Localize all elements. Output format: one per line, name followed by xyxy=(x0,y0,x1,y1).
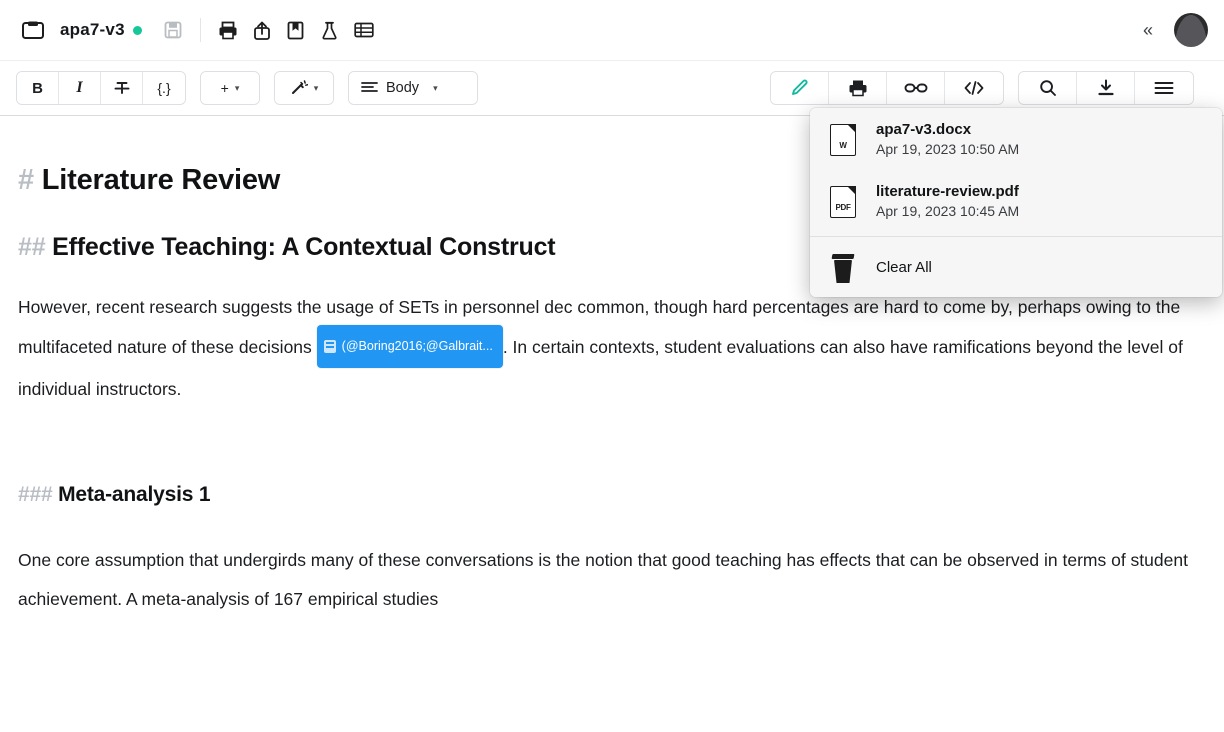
export-file-timestamp: Apr 19, 2023 10:45 AM xyxy=(876,203,1020,219)
word-file-tag: W xyxy=(839,141,847,150)
print-icon[interactable] xyxy=(211,13,245,47)
clear-all-label: Clear All xyxy=(876,258,932,276)
code-block-button[interactable]: {.} xyxy=(143,72,185,104)
insert-group xyxy=(200,71,260,105)
paragraph-1-part-a: However, recent research suggests the usage of SETs in personnel dec xyxy=(18,297,573,317)
word-file-icon xyxy=(828,122,858,156)
paragraph-style-label: Body xyxy=(386,80,420,96)
share-icon[interactable] xyxy=(245,13,279,47)
italic-button[interactable]: I xyxy=(59,72,101,104)
synced-status-dot xyxy=(133,26,142,35)
heading-2-mark: ## xyxy=(18,233,46,261)
heading-3-mark: ### xyxy=(18,483,53,506)
archive-box-icon[interactable] xyxy=(16,13,50,47)
export-files-popover xyxy=(810,108,1222,297)
download-button[interactable] xyxy=(1077,72,1135,104)
paragraph-style-group xyxy=(348,71,478,105)
pdf-file-icon xyxy=(828,184,858,218)
heading-1-mark: # xyxy=(18,164,34,196)
bold-button[interactable]: B xyxy=(17,72,59,104)
export-button[interactable] xyxy=(829,72,887,104)
toolbar-divider xyxy=(200,18,201,42)
heading-3[interactable] xyxy=(18,483,1206,507)
bookmark-icon[interactable] xyxy=(279,13,313,47)
trash-icon xyxy=(828,250,858,284)
chevron-down-icon: ▾ xyxy=(234,82,240,93)
heading-1-text: Literature Review xyxy=(41,164,281,196)
insert-label: + xyxy=(220,80,229,96)
tools-group xyxy=(770,71,1004,105)
paragraph-2[interactable]: One core assumption that undergirds many of these conversations is the notion that good teaching has effects that can be observed in terms of student achievement. A meta-analysis of 167 empirical studies xyxy=(18,550,1188,609)
save-version-icon[interactable] xyxy=(156,13,190,47)
pdf-file-tag: PDF xyxy=(835,203,851,212)
strikethrough-button[interactable] xyxy=(101,72,143,104)
clear-all-item[interactable] xyxy=(810,237,1222,297)
chevron-down-icon: ▾ xyxy=(433,82,438,93)
search-button[interactable] xyxy=(1019,72,1077,104)
export-file-item-pdf[interactable] xyxy=(810,170,1222,232)
paragraph-style-select[interactable] xyxy=(349,72,477,104)
pen-button[interactable] xyxy=(771,72,829,104)
citation-book-icon xyxy=(324,340,336,353)
link-button[interactable] xyxy=(887,72,945,104)
magic-group xyxy=(274,71,334,105)
code-embed-button[interactable] xyxy=(945,72,1003,104)
paragraph-1-part-c: . In certain contexts, student evaluations can also have ramifications beyond the level of individual instructors. xyxy=(18,337,1183,399)
export-file-timestamp: Apr 19, 2023 10:50 AM xyxy=(876,141,1020,157)
heading-2-text: Effective Teaching: A Contextual Construct xyxy=(52,233,556,261)
collapse-sidebar-button[interactable]: « xyxy=(1142,19,1153,40)
user-avatar[interactable] xyxy=(1174,13,1208,47)
chevron-down-icon: ▾ xyxy=(313,82,319,93)
text-format-group xyxy=(16,71,186,105)
heading-3-text: Meta-analysis 1 xyxy=(58,483,211,506)
magic-wand-button[interactable] xyxy=(275,72,333,104)
paragraph-icon xyxy=(361,81,378,95)
utility-group xyxy=(1018,71,1194,105)
citation-text: (@Boring2016;@Galbrait... xyxy=(341,339,493,353)
export-file-name: literature-review.pdf xyxy=(876,183,1019,200)
table-icon[interactable] xyxy=(347,13,381,47)
flask-icon[interactable] xyxy=(313,13,347,47)
paragraph-1-part-b: common, though hard percentages are hard to come by, perhaps owing to the multifaceted nature of these decisions xyxy=(18,297,1181,358)
citation-chip[interactable] xyxy=(317,325,503,368)
paragraph-1[interactable] xyxy=(18,288,1188,409)
document-title[interactable]: apa7-v3 xyxy=(60,20,125,39)
hamburger-menu-button[interactable] xyxy=(1135,72,1193,104)
export-file-text-pdf xyxy=(876,183,1019,219)
export-file-text-docx xyxy=(876,121,1019,157)
top-bar xyxy=(0,0,1224,60)
insert-button[interactable] xyxy=(201,72,259,104)
export-file-item-docx[interactable] xyxy=(810,108,1222,170)
export-file-name: apa7-v3.docx xyxy=(876,121,972,138)
